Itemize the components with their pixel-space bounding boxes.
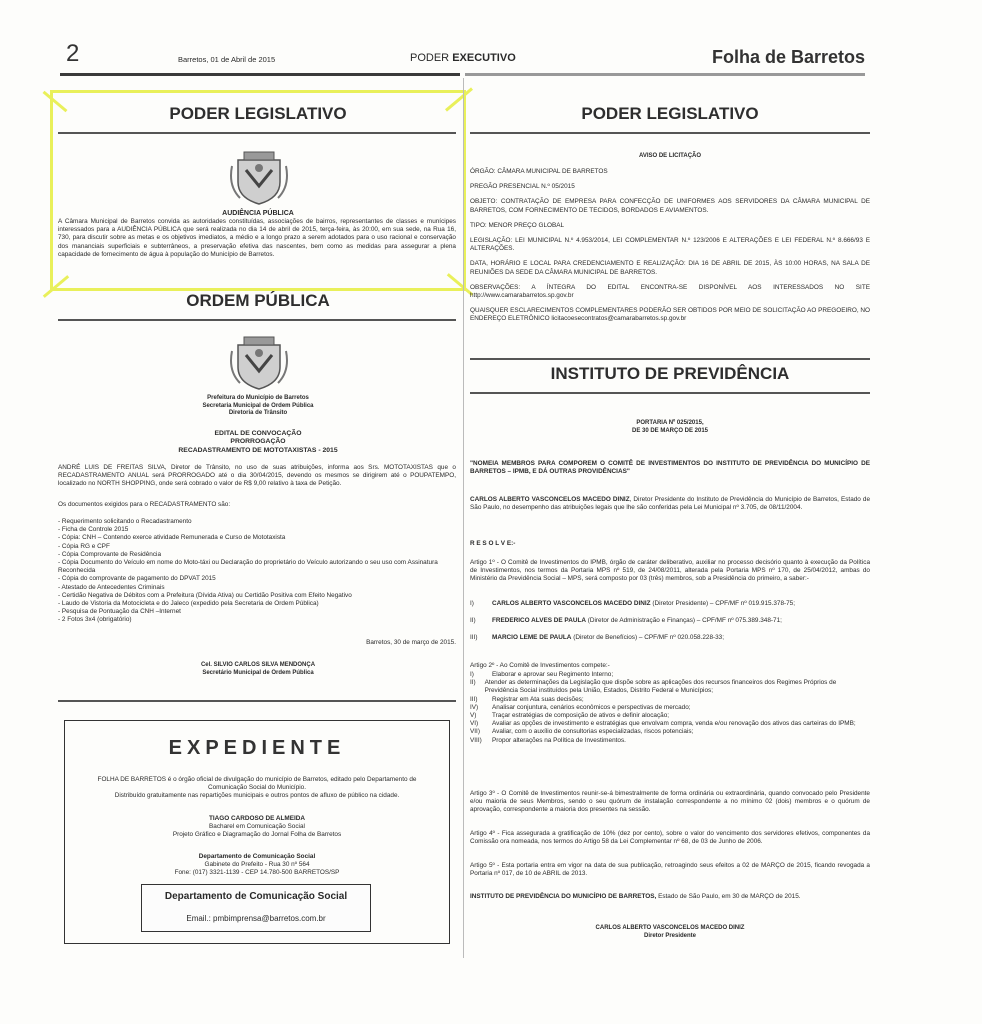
docs-item: - Cópia do comprovante de pagamento do DPVAT 2015 — [58, 575, 216, 583]
docs-intro: Os documentos exigidos para o RECADASTRAMENTO são: — [58, 501, 231, 508]
compete-text: Analisar conjuntura, cenários econômicos e perspectivas de mercado; — [492, 703, 691, 711]
compete-text: Avaliar as opções de investimento e estratégias que envolvam compra, venda e/ou renovação dos ativos das carteiras do IPMB; — [492, 720, 856, 728]
docs-item: - Ficha de Controle 2015 — [58, 526, 129, 534]
closing-name: INSTITUTO DE PREVIDÊNCIA DO MUNICÍPIO DE BARRETOS, — [470, 893, 657, 900]
portaria-intro-name: CARLOS ALBERTO VASCONCELOS MACEDO DINIZ — [470, 496, 630, 503]
edital-line2: PRORROGAÇÃO — [230, 438, 286, 446]
audiencia-title: AUDIÊNCIA PÚBLICA — [222, 210, 294, 217]
compete-row — [470, 671, 870, 679]
member-row — [470, 617, 870, 625]
expediente-dept: Departamento de Comunicação Social — [198, 853, 316, 860]
expediente-p1: FOLHA DE BARRETOS é o órgão oficial de divulgação do município de Barretos, editado pelo Departamento de Comunicação Social do Município. — [97, 776, 417, 792]
ordem-signer: Cel. SILVIO CARLOS SILVA MENDONÇA — [200, 662, 316, 668]
section-prefix: PODER — [410, 52, 450, 64]
member-rest: (Diretor de Benefícios) – CPF/MF nº 020.058.228-33; — [571, 634, 725, 642]
compete-text: Atender as determinações da Legislação que dispõe sobre as aplicações dos recursos financeiros dos Regimes Próprios de Previdência Social instituídos pela União, Estados, Distrito Federal e Municípios; — [484, 679, 837, 695]
ordem-org1: Prefeitura do Município de Barretos — [207, 395, 309, 401]
member-row — [470, 600, 870, 608]
portaria-resolve: R E S O L V E:- — [470, 540, 516, 547]
expediente-text — [80, 776, 434, 801]
previdencia-title: INSTITUTO DE PREVIDÊNCIA — [550, 364, 790, 383]
expediente-phone: Fone: (017) 3321-1139 - CEP 14.780-500 BARRETOS/SP — [174, 869, 340, 877]
member-row — [470, 634, 870, 642]
expediente-title: EXPEDIENTE — [168, 737, 346, 759]
municipal-crest-icon — [228, 146, 290, 208]
portaria-intro — [470, 496, 870, 512]
header-rule-right — [465, 73, 865, 76]
aviso-duvidas: QUAISQUER ESCLARECIMENTOS COMPLEMENTARES PODERÃO SER OBTIDOS POR MEIO DE SOLICITAÇÃO AO PREGOEIRO, NO ENDEREÇO ELETRÔNICO licitacoesecontratos@camarabarretos.sp.gov.br — [470, 307, 870, 323]
paper-name: Folha de Barretos — [712, 47, 866, 67]
member-name: MARCIO LEME DE PAULA — [492, 634, 572, 642]
portaria-heading — [470, 420, 870, 435]
closing-rest: Estado de São Paulo, em 30 de MARÇO de 2015. — [656, 893, 801, 900]
compete-num: VIII) — [470, 736, 482, 744]
municipal-crest-icon — [228, 331, 290, 393]
compete-num: III) — [470, 695, 478, 703]
compete-num: II) — [470, 679, 476, 687]
section-suffix: EXECUTIVO — [452, 52, 516, 64]
compete-row — [470, 728, 870, 736]
aviso-obs: OBSERVAÇÕES: A ÍNTEGRA DO EDITAL ENCONTRA-SE DISPONÍVEL AOS INTERESSADOS NO SITE http://www.camarabarretos.sp.gov.br — [470, 283, 870, 300]
docs-item: - Certidão Negativa de Débitos com a Prefeitura (Dívida Ativa) ou Certidão Positiva com Efeito Negativo — [58, 591, 352, 599]
expediente-name: TIAGO CARDOSO DE ALMEIDA — [209, 815, 305, 822]
artigo-3: Artigo 3º - O Comitê de Investimentos reunir-se-á bimestralmente de forma ordinária ou extraordinária, quando convocado pelo Presidente e/ou maioria de seus Membros, sendo o seu quórum de instalação correspondente a no mínimo 02 (dois) membros e o quórum de aprovação, correspondente a maioria dos presentes na sessão. — [470, 790, 870, 814]
compete-num: IV) — [470, 703, 479, 711]
compete-text: Propor alterações na Política de Investimentos. — [492, 736, 626, 744]
section-label — [410, 52, 516, 64]
ordem-org2: Secretaria Municipal de Ordem Pública — [202, 402, 314, 409]
portaria-intro-rest: , Diretor Presidente do Instituto de Previdência do Município de Barretos, Estado de São Paulo, no desempenho das atribuições legais que lhe são conferidas pela Lei Municipal nº 3.705, de 08/11/2004. — [470, 496, 871, 512]
docs-item: - 2 Fotos 3x4 (obrigatório) — [58, 616, 132, 624]
dept-box-title: Departamento de Comunicação Social — [164, 891, 348, 902]
docs-item: - Requerimento solicitando o Recadastramento — [58, 518, 192, 525]
compete-text: Traçar estratégias de composição de ativos e definir alocação; — [492, 712, 670, 720]
aviso-objeto: OBJETO: CONTRATAÇÃO DE EMPRESA PARA CONFECÇÃO DE UNIFORMES AOS SERVIDORES DA CÂMARA MUNICIPAL DE BARRETOS, COM FORNECIMENTO DE TECIDOS, BORDADOS E AVIAMENTOS. — [470, 198, 870, 214]
compete-num: I) — [470, 671, 474, 678]
compete-text: Registrar em Ata suas decisões; — [492, 695, 584, 703]
previdencia-rule — [470, 392, 870, 394]
docs-item: - Pesquisa de Pontuação da CNH –Internet — [58, 608, 181, 616]
issue-date: Barretos, 01 de Abril de 2015 — [178, 55, 276, 64]
member-num: III) — [470, 634, 478, 642]
docs-item: - Cópia Comprovante de Residência — [58, 550, 162, 558]
edital-line1: EDITAL DE CONVOCAÇÃO — [214, 430, 302, 437]
compete-row — [470, 696, 870, 704]
expediente-addr: Gabinete do Prefeito - Rua 30 nº 564 — [204, 861, 310, 869]
compete-text: Avaliar, com o auxílio de consultorias especializadas, riscos potenciais; — [492, 728, 694, 736]
docs-item: - Cópia Documento do Veículo em nome do Moto-táxi ou Declaração do proprietário do Veículo autorizando o seu uso com Assinatura Reconhecida — [58, 559, 438, 575]
edital-block — [58, 430, 458, 455]
docs-item: - Atestado de Antecedentes Criminais — [58, 583, 165, 591]
ordem-bottom-rule — [58, 700, 456, 702]
aviso-pregao: PREGÃO PRESENCIAL N.º 05/2015 — [470, 183, 575, 191]
docs-item: - Cópia RG e CPF — [58, 542, 110, 550]
aviso-data: DATA, HORÁRIO E LOCAL PARA CREDENCIAMENTO E REALIZAÇÃO: DIA 16 DE ABRIL DE 2015, ÀS 10:00 HORAS, NA SALA DE REUNIÕES DA SEDE DA CÂMARA MUNICIPAL DE BARRETOS. — [470, 260, 870, 276]
member-rest: (Diretor Presidente) – CPF/MF nº 019.915.378-75; — [650, 600, 796, 607]
compete-row — [470, 679, 870, 695]
right-legislativo-rule — [470, 132, 870, 134]
docs-item: - Cópia: CNH – Contendo exerce atividade Remunerada e Curso de Mototaxista — [58, 534, 286, 542]
docs-list — [58, 518, 458, 625]
header-rule-left — [60, 73, 460, 76]
member-num: I) — [470, 600, 474, 607]
left-legislativo-rule — [58, 132, 456, 134]
member-num: II) — [470, 617, 476, 625]
portaria-date: DE 30 DE MARÇO DE 2015 — [631, 427, 709, 434]
page-number: 2 — [66, 40, 80, 67]
artigo-4: Artigo 4º - Fica assegurada a gratificação de 10% (dez por cento), sobre o valor do vencimento dos servidores efetivos, componentes da Comissão ora nomeada, nos termos do Artigo 58 da Lei Complementar nº 68, de 03 de Junho de 2006. — [470, 830, 870, 846]
members-list — [470, 600, 870, 643]
member-rest: (Diretor de Administração e Finanças) – CPF/MF nº 075.389.348-71; — [585, 617, 782, 625]
aviso-legislacao: LEGISLAÇÃO: LEI MUNICIPAL N.º 4.953/2014, LEI COMPLEMENTAR N.º 123/2006 E ALTERAÇÕES E LEI FEDERAL N.º 8.666/93 E ALTERAÇÕES. — [470, 237, 870, 253]
expediente-credits — [80, 815, 434, 840]
ordem-signer-role: Secretário Municipal de Ordem Pública — [202, 669, 314, 676]
compete-num: VII) — [470, 728, 480, 736]
ordem-signature — [58, 662, 458, 677]
previdencia-top-rule — [470, 358, 870, 360]
artigo-1: Artigo 1º - O Comitê de Investimentos do IPMB, órgão de caráter deliberativo, auxiliar no processo decisório quanto à execução da Política de Investimentos, nos termos da Portaria MPS nº 519, de 24/08/2011, alterada pela Portaria MPS nº 170, de 25/04/2012, ambas do Ministério da Previdência Social – MPS, será composto por 03 (três) membros, sob a Presidência do primeiro, a saber:- — [470, 559, 870, 583]
portaria-signer-role: Diretor Presidente — [643, 932, 697, 939]
aviso-title: AVISO DE LICITAÇÃO — [638, 153, 702, 159]
expediente-p2: Distribuído gratuitamente nas repartições municipais e outros pontos de afluxo de público na cidade. — [114, 792, 400, 800]
edital-line3: RECADASTRAMENTO DE MOTOTAXISTAS - 2015 — [178, 446, 338, 454]
aviso-tipo: TIPO: MENOR PREÇO GLOBAL — [470, 221, 565, 229]
expediente-role1: Bacharel em Comunicação Social — [209, 823, 305, 831]
portaria-number: PORTARIA Nº 025/2015, — [636, 420, 704, 426]
docs-item: - Laudo de Vistoria da Motocicleta e do Jaleco (expedido pela Secretaria de Ordem Pública) — [58, 600, 319, 608]
left-legislativo-title: PODER LEGISLATIVO — [169, 104, 347, 123]
ordem-rule — [58, 319, 456, 321]
ordem-place-date: Barretos, 30 de março de 2015. — [366, 639, 456, 646]
expediente-role2: Projeto Gráfico e Diagramação do Jornal Folha de Barretos — [172, 831, 342, 839]
expediente-dept-block — [80, 853, 434, 878]
portaria-closing — [470, 893, 870, 901]
ordem-title: ORDEM PÚBLICA — [186, 291, 330, 310]
compete-num: VI) — [470, 720, 479, 728]
portaria-ementa: "NOMEIA MEMBROS PARA COMPOREM O COMITÊ DE INVESTIMENTOS DO INSTITUTO DE PREVIDÊNCIA DO MUNICÍPIO DE BARRETOS – IPMB, E DÁ OUTRAS PROVIDÊNCIAS" — [470, 460, 870, 476]
artigo-2: Artigo 2º - Ao Comitê de Investimentos compete:- — [470, 662, 610, 669]
member-name: FREDERICO ALVES DE PAULA — [492, 617, 586, 625]
ordem-org-block — [58, 395, 458, 418]
artigo-5: Artigo 5º - Esta portaria entra em vigor na data de sua publicação, retroagindo seus efeitos a 02 de MARÇO de 2015, ficando revogada a Portaria nº 017, de 10 de ABRIL de 2013. — [470, 862, 870, 878]
compete-list — [470, 671, 870, 745]
ordem-org3: Diretoria de Trânsito — [228, 410, 288, 417]
dept-email[interactable]: Email.: pmbimprensa@barretos.com.br — [186, 914, 326, 923]
right-legislativo-title: PODER LEGISLATIVO — [581, 104, 759, 123]
compete-row — [470, 704, 870, 712]
compete-text: Elaborar e aprovar seu Regimento Interno; — [492, 671, 614, 678]
compete-row — [470, 720, 870, 728]
portaria-signer: CARLOS ALBERTO VASCONCELOS MACEDO DINIZ — [595, 925, 745, 931]
audiencia-body: A Câmara Municipal de Barretos convida as autoridades constituídas, associações de bairros, representantes de classes e munícipes interessados para a AUDIÊNCIA PÚBLICA que será realizada no dia 14 de abril de 2015, terça-feira, às 20:00, em sua sede, na Rua 16, 730, para discutir sobre as metas e os objetivos imediatos, a médio e a longo prazo a serem adotados para o uso racional e conservação dos mananciais superficiais e subterrâneos, a preservação efetiva das nascentes, bem como as medidas para assegurar a plena capacidade de fornecimento de água à população do Município de Barretos. — [58, 218, 456, 258]
aviso-orgao: ÓRGÃO: CÂMARA MUNICIPAL DE BARRETOS — [470, 168, 608, 175]
compete-row — [470, 712, 870, 720]
aviso-block — [470, 168, 870, 324]
column-divider — [463, 78, 464, 958]
member-name: CARLOS ALBERTO VASCONCELOS MACEDO DINIZ — [492, 600, 651, 607]
compete-row — [470, 737, 870, 745]
portaria-signature — [470, 925, 870, 940]
edital-body: ANDRÉ LUIS DE FREITAS SILVA, Diretor de Trânsito, no uso de suas atribuições, informa aos Srs. MOTOTAXISTAS que o RECADASTRAMENTO ANUAL será PRORROGADO até o dia 30/04/2015, devendo os mesmos se dirigirem até o POUPATEMPO, localizado no NORTH SHOPPING, onde será cobrado o valor de R$ 9,00 relativo à taxa de Petição. — [58, 464, 456, 488]
compete-num: V) — [470, 712, 477, 720]
